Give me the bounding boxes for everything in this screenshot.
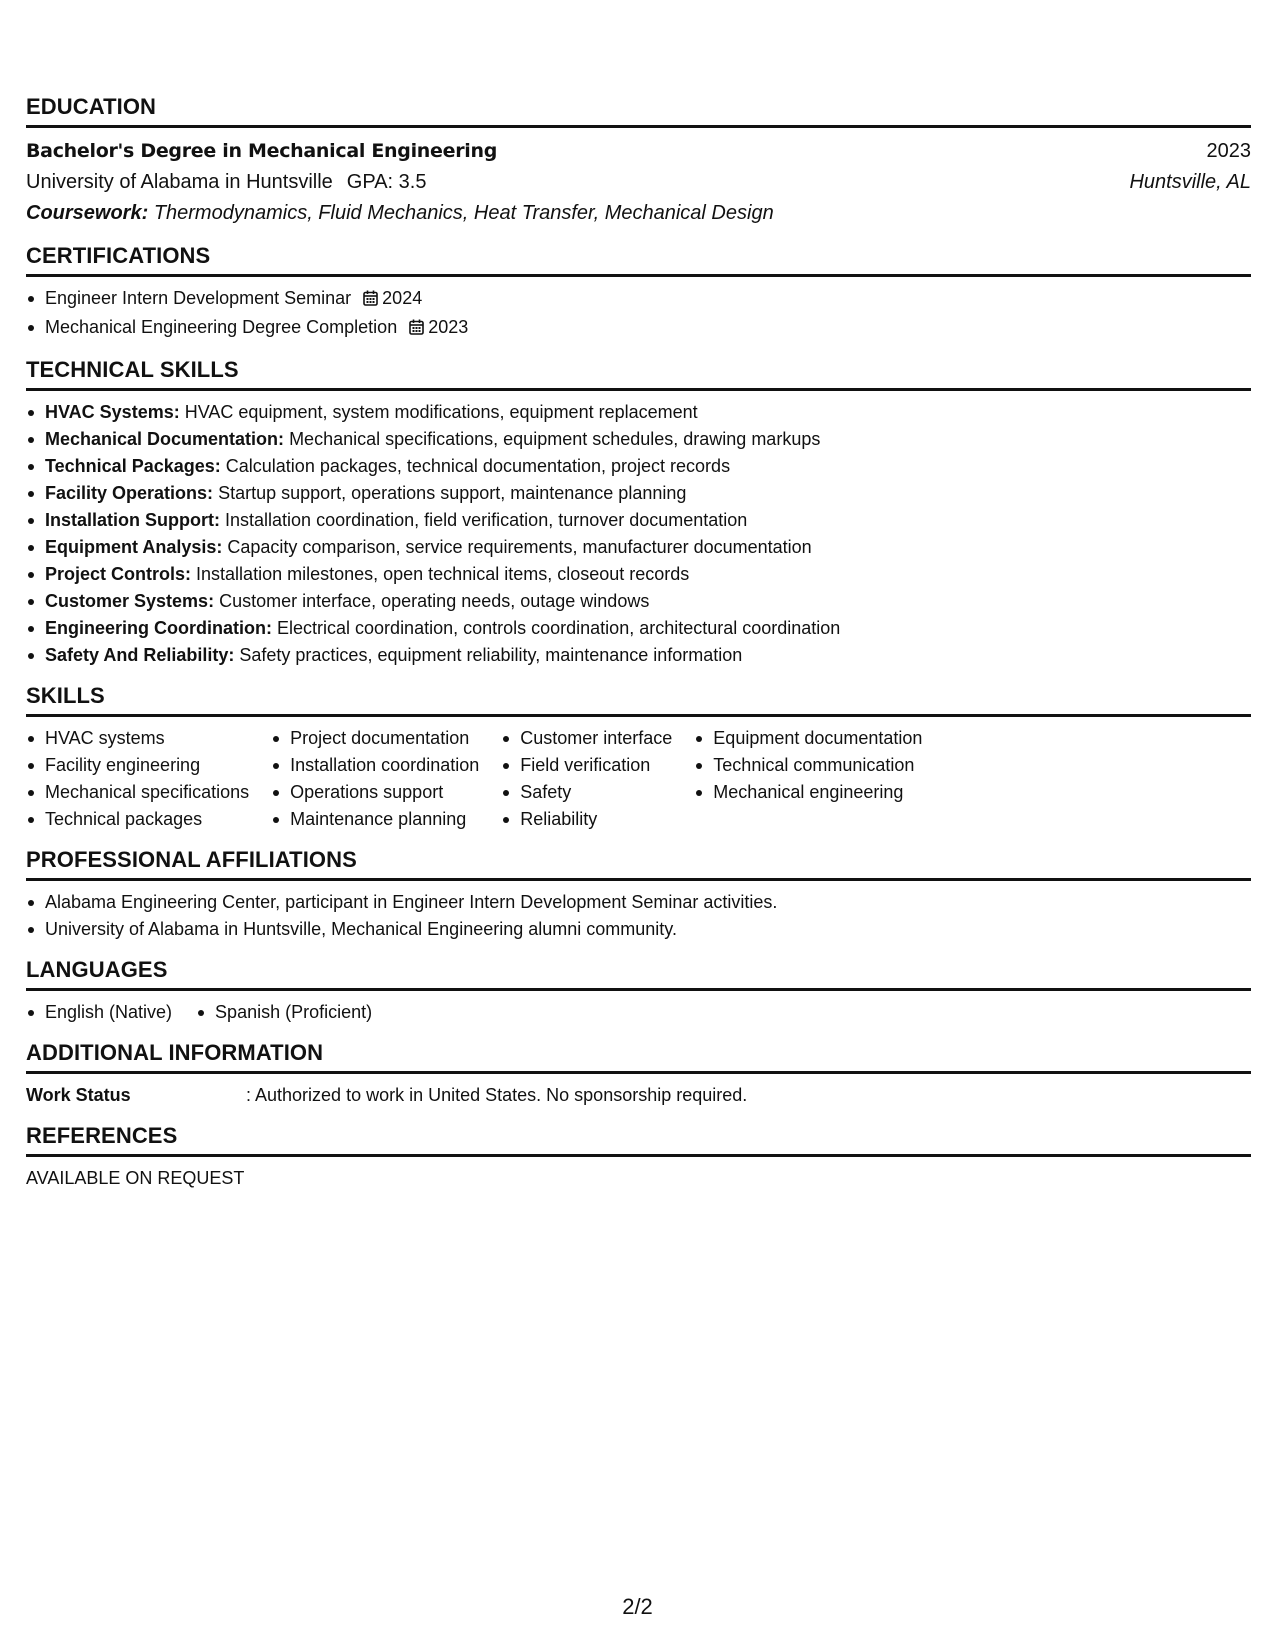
skills-column (501, 725, 672, 833)
technical-skill-text: Calculation packages, technical documentation, project records (225, 456, 731, 476)
certifications-section (26, 243, 1251, 343)
technical-skill-item (26, 642, 1251, 669)
skill-item: Reliability (501, 806, 672, 833)
technical-skill-item (26, 615, 1251, 642)
certification-year: 2024 (382, 288, 423, 308)
technical-skill-item (26, 426, 1251, 453)
degree-name: Bachelor's Degree in Mechanical Engineering (26, 140, 498, 162)
languages-list (26, 999, 1251, 1026)
section-title-technical-skills: TECHNICAL SKILLS (26, 357, 1251, 391)
certification-item (26, 285, 1251, 314)
skill-item: Operations support (271, 779, 479, 806)
technical-skill-item (26, 507, 1251, 534)
technical-skill-label: HVAC Systems: (45, 402, 180, 422)
technical-skill-item (26, 480, 1251, 507)
certification-item (26, 314, 1251, 343)
skill-item: HVAC systems (26, 725, 249, 752)
certifications-list (26, 285, 1251, 343)
certification-date (409, 317, 468, 337)
skill-item: Facility engineering (26, 752, 249, 779)
language-item: English (Native) (26, 999, 172, 1026)
technical-skill-label: Customer Systems: (45, 591, 215, 611)
technical-skill-text: Customer interface, operating needs, outage windows (219, 591, 650, 611)
section-title-additional-info: ADDITIONAL INFORMATION (26, 1040, 1251, 1074)
references-section (26, 1123, 1251, 1192)
technical-skill-item (26, 588, 1251, 615)
calendar-icon (363, 287, 378, 314)
certification-date (363, 288, 422, 308)
gpa: GPA: 3.5 (346, 171, 427, 193)
skill-item: Mechanical specifications (26, 779, 249, 806)
school-name: University of Alabama in Huntsville (26, 171, 333, 193)
technical-skill-label: Mechanical Documentation: (45, 429, 285, 449)
technical-skill-item (26, 534, 1251, 561)
affiliation-item: Alabama Engineering Center, participant in Engineer Intern Development Seminar activities. (26, 889, 1251, 916)
section-title-certifications: CERTIFICATIONS (26, 243, 1251, 277)
page-number: 2/2 (622, 1594, 653, 1619)
technical-skill-text: Installation milestones, open technical items, closeout records (196, 564, 690, 584)
education-school-row (26, 167, 1251, 198)
school-info (26, 167, 426, 198)
technical-skill-text: Startup support, operations support, maintenance planning (218, 483, 687, 503)
certification-year: 2023 (428, 317, 469, 337)
section-title-references: REFERENCES (26, 1123, 1251, 1157)
section-title-languages: LANGUAGES (26, 957, 1251, 991)
section-title-education: EDUCATION (26, 94, 1251, 128)
technical-skill-text: HVAC equipment, system modifications, equipment replacement (184, 402, 698, 422)
school-location: Huntsville, AL (1129, 171, 1251, 193)
skills-section (26, 683, 1251, 833)
affiliation-item: University of Alabama in Huntsville, Mechanical Engineering alumni community. (26, 916, 1251, 943)
skill-item: Technical communication (694, 752, 922, 779)
technical-skill-label: Technical Packages: (45, 456, 221, 476)
technical-skill-label: Facility Operations: (45, 483, 214, 503)
skill-item: Equipment documentation (694, 725, 922, 752)
technical-skill-item (26, 561, 1251, 588)
coursework (26, 198, 1251, 229)
skill-item: Installation coordination (271, 752, 479, 779)
skill-item: Field verification (501, 752, 672, 779)
work-status-row (26, 1082, 1251, 1109)
technical-skill-text: Mechanical specifications, equipment schedules, drawing markups (289, 429, 821, 449)
skills-grid (26, 725, 1251, 833)
certification-name: Engineer Intern Development Seminar (45, 288, 352, 308)
section-title-skills: SKILLS (26, 683, 1251, 717)
education-degree-row (26, 136, 1251, 167)
additional-info-section (26, 1040, 1251, 1109)
skill-item: Maintenance planning (271, 806, 479, 833)
resume-page (26, 94, 1251, 1206)
skills-column (26, 725, 249, 833)
education-section (26, 94, 1251, 229)
technical-skill-text: Installation coordination, field verification, turnover documentation (225, 510, 748, 530)
technical-skill-text: Safety practices, equipment reliability, maintenance information (239, 645, 743, 665)
languages-section (26, 957, 1251, 1026)
language-item: Spanish (Proficient) (196, 999, 372, 1026)
technical-skill-label: Project Controls: (45, 564, 192, 584)
skills-column (694, 725, 922, 833)
skills-column (271, 725, 479, 833)
coursework-list: Thermodynamics, Fluid Mechanics, Heat Transfer, Mechanical Design (153, 202, 774, 224)
skill-item: Project documentation (271, 725, 479, 752)
coursework-label: Coursework: (26, 202, 149, 224)
section-title-affiliations: PROFESSIONAL AFFILIATIONS (26, 847, 1251, 881)
calendar-icon (409, 316, 424, 343)
certification-name: Mechanical Engineering Degree Completion (45, 317, 398, 337)
technical-skills-section (26, 357, 1251, 669)
affiliations-list (26, 889, 1251, 943)
skill-item: Customer interface (501, 725, 672, 752)
technical-skill-label: Engineering Coordination: (45, 618, 272, 638)
technical-skill-text: Electrical coordination, controls coordination, architectural coordination (277, 618, 841, 638)
technical-skill-label: Installation Support: (45, 510, 220, 530)
skill-item: Mechanical engineering (694, 779, 922, 806)
technical-skill-label: Safety And Reliability: (45, 645, 235, 665)
work-status-label: Work Status (26, 1085, 131, 1105)
skill-item: Technical packages (26, 806, 249, 833)
references-text: AVAILABLE ON REQUEST (26, 1168, 245, 1188)
technical-skills-list (26, 399, 1251, 669)
technical-skill-item (26, 453, 1251, 480)
affiliations-section (26, 847, 1251, 943)
technical-skill-item (26, 399, 1251, 426)
technical-skill-label: Equipment Analysis: (45, 537, 223, 557)
work-status-value: : Authorized to work in United States. No sponsorship required. (246, 1085, 748, 1105)
technical-skill-text: Capacity comparison, service requirements, manufacturer documentation (227, 537, 812, 557)
graduation-year: 2023 (1206, 140, 1251, 162)
skill-item: Safety (501, 779, 672, 806)
